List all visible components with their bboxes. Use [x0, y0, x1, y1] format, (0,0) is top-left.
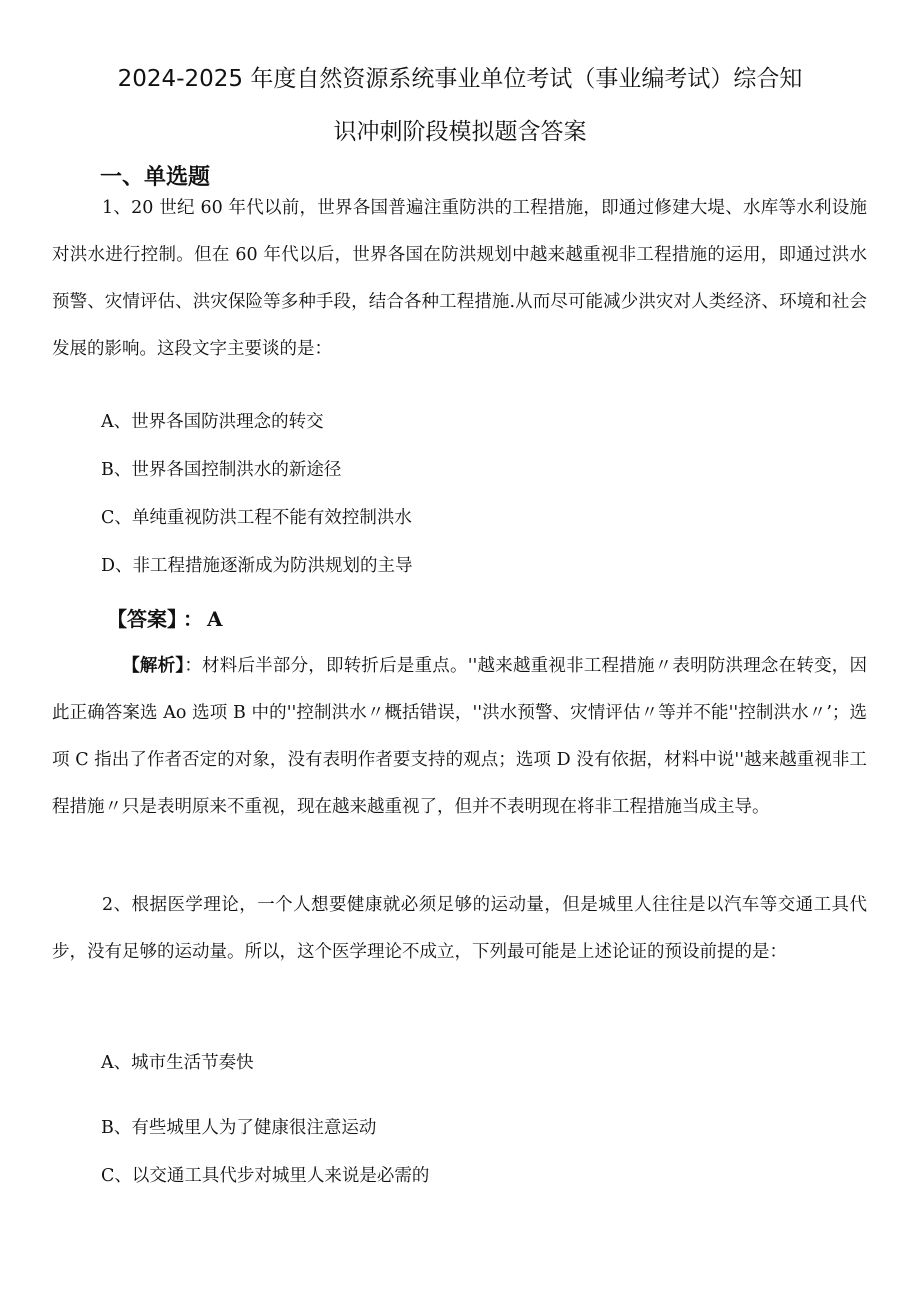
answer-value: A: [207, 607, 223, 631]
document-title-line-1: 2024-2025 年度自然资源系统事业单位考试（事业编考试）综合知: [117, 66, 803, 92]
question-2-option-c: C、以交通工具代步对城里人来说是必需的: [101, 1166, 430, 1186]
question-2-number: 2、: [102, 895, 132, 915]
question-1-number: 1、: [102, 198, 132, 218]
document-title-line-2: 识冲刺阶段模拟题含答案: [333, 119, 587, 145]
question-1-answer: [107, 603, 223, 632]
question-1-option-a: A、世界各国防洪理念的转交: [101, 412, 324, 432]
question-1-text: 20 世纪 60 年代以前，世界各国普遍注重防洪的工程措施，即通过修建大堤、水库等水利设施对洪水进行控制。但在 60 年代以后，世界各国在防洪规划中越来越重视非工程措施的运用，即通过洪水预警、灾情评估、洪灾保险等多种手段，结合各种工程措施.从而尽可能减少洪灾对人类经济、环境和社会发展的影响。这段文字主要谈的是：: [52, 198, 867, 359]
question-1-option-d: D、非工程措施逐渐成为防洪规划的主导: [101, 556, 413, 576]
question-2-option-a: A、城市生活节奏快: [101, 1053, 254, 1073]
question-1-analysis: [52, 643, 867, 831]
question-1-stem: [52, 185, 867, 373]
question-1-option-c: C、单纯重视防洪工程不能有效控制洪水: [101, 508, 412, 528]
analysis-text: ：材料后半部分，即转折后是重点。''越来越重视非工程措施〃表明防洪理念在转变，因此正确答案选 Ao 选项 B 中的''控制洪水〃概括错误，''洪水预警、灾情评估〃等并不能''控制洪水〃’；选项 C 指出了作者否定的对象，没有表明作者要支持的观点；选项 D 没有依据，材料中说''越来越重视非工程措施〃只是表明原来不重视，现在越来越重视了，但并不表明现在将非工程措施当成主导。: [52, 656, 867, 817]
answer-separator: ：: [183, 607, 203, 631]
answer-label: 【答案】: [107, 607, 177, 631]
question-1-option-b: B、世界各国控制洪水的新途径: [101, 460, 342, 480]
question-2-option-b: B、有些城里人为了健康很注意运动: [101, 1118, 377, 1138]
section-heading: 一、单选题: [100, 165, 211, 190]
question-2-stem: [52, 882, 867, 976]
analysis-label: 【解析】: [122, 656, 185, 676]
question-2-text: 根据医学理论，一个人想要健康就必须足够的运动量，但是城里人往往是以汽车等交通工具代步，没有足够的运动量。所以，这个医学理论不成立，下列最可能是上述论证的预设前提的是：: [52, 895, 868, 962]
